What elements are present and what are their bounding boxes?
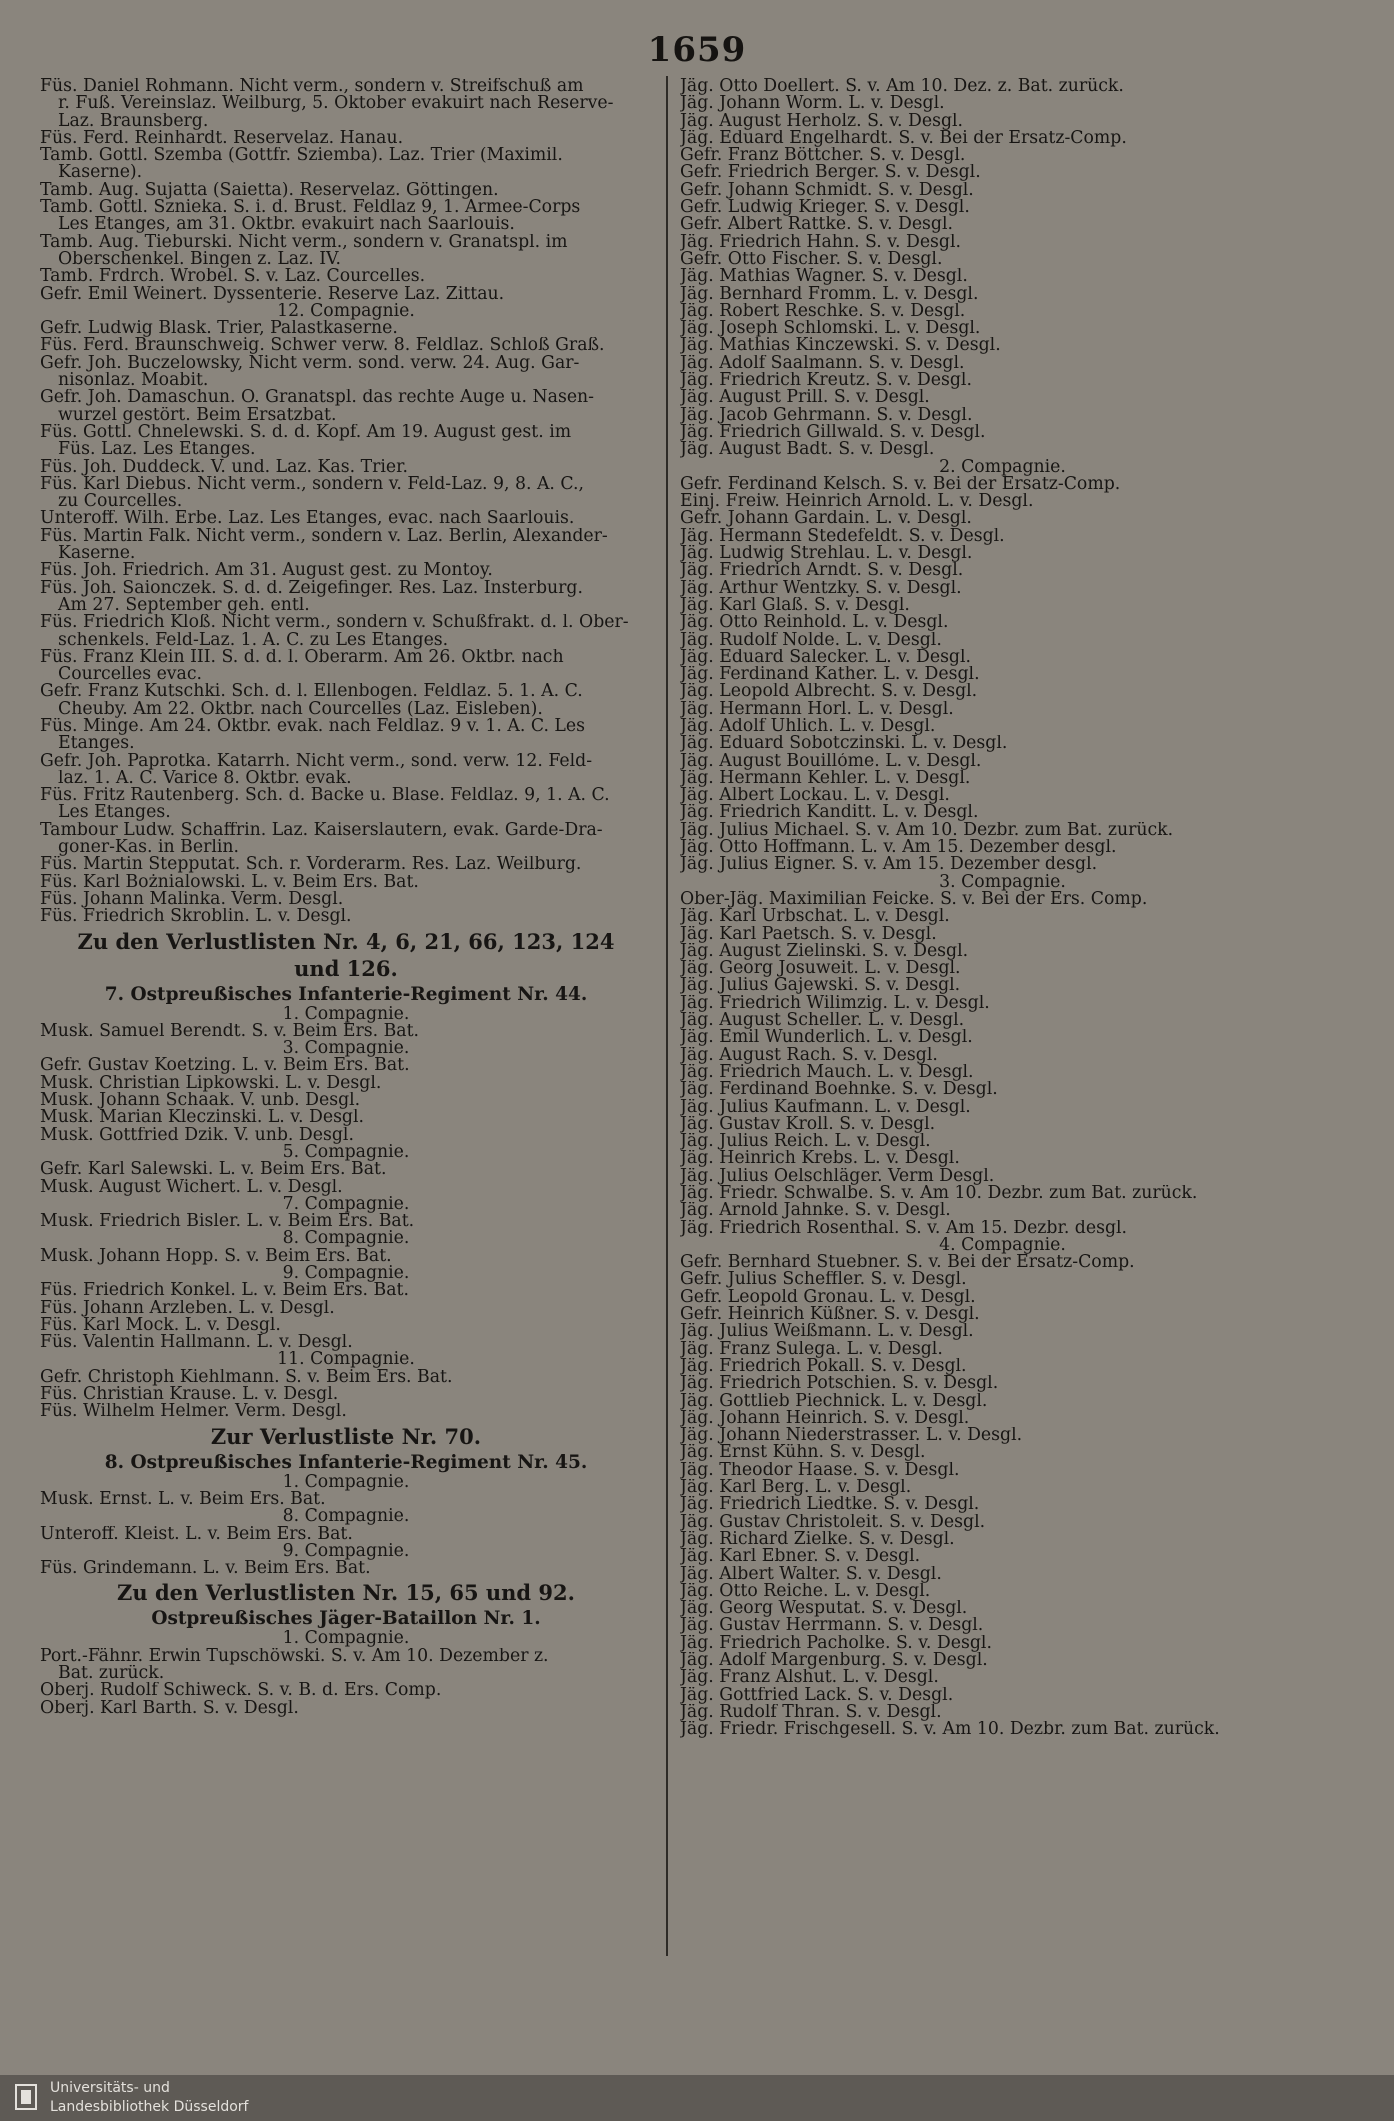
- company-heading: 2. Compagnie.: [939, 458, 1066, 476]
- casualty-entry: Füs. Johann Arzleben. L. v. Desgl.: [40, 1299, 335, 1317]
- casualty-entry: Füs. Minge. Am 24. Oktbr. evak. nach Feldlaz. 9 v. 1. A. C. Les: [40, 717, 585, 736]
- casualty-entry: Musk. Johann Hopp. S. v. Beim Ers. Bat.: [40, 1247, 392, 1265]
- company-heading: 4. Compagnie.: [939, 1236, 1066, 1255]
- company-heading: 5. Compagnie.: [282, 1143, 410, 1162]
- casualty-entry: Jäg. Friedrich Pacholke. S. v. Desgl.: [680, 1634, 992, 1653]
- casualty-entry: Füs. Gottl. Chnelewski. S. d. d. Kopf. Am 19. August gest. im: [40, 423, 572, 442]
- casualty-entry: Oberj. Rudolf Schiweck. S. v. B. d. Ers. Comp.: [40, 1682, 442, 1700]
- casualty-entry: Gefr. Karl Salewski. L. v. Beim Ers. Bat.: [40, 1161, 387, 1179]
- casualty-entry: Jäg. August Zielinski. S. v. Desgl.: [680, 942, 969, 961]
- regiment-heading: Ostpreußisches Jäger-Bataillon Nr. 1.: [151, 1608, 541, 1630]
- list-heading: Zu den Verlustlisten Nr. 15, 65 und 92.: [117, 1582, 575, 1605]
- company-heading: 7. Compagnie.: [282, 1195, 410, 1214]
- entry-continuation: zu Courcelles.: [58, 493, 183, 511]
- entry-continuation: Bat. zurück.: [58, 1665, 165, 1683]
- right-column: [680, 78, 1325, 1739]
- casualty-entry: Jäg. Robert Reschke. S. v. Desgl.: [680, 302, 966, 321]
- entry-continuation: Oberschenkel. Bingen z. Laz. IV.: [58, 250, 341, 269]
- casualty-entry: Jäg. Ferdinand Kather. L. v. Desgl.: [680, 666, 980, 684]
- casualty-entry: Jäg. Johann Niederstrasser. L. v. Desgl.: [680, 1427, 1023, 1445]
- entry-continuation: schenkels. Feld-Laz. 1. A. C. zu Les Etanges.: [58, 631, 449, 649]
- casualty-entry: Füs. Friedrich Konkel. L. v. Beim Ers. Bat.: [40, 1282, 409, 1300]
- casualty-entry: Jäg. Julius Gajewski. S. v. Desgl.: [680, 977, 961, 995]
- casualty-entry: Jäg. Gottfried Lack. S. v. Desgl.: [680, 1686, 954, 1704]
- casualty-entry: Gefr. Friedrich Berger. S. v. Desgl.: [680, 164, 981, 182]
- casualty-entry: Unteroff. Kleist. L. v. Beim Ers. Bat.: [40, 1525, 353, 1543]
- casualty-entry: Jäg. Julius Reich. L. v. Desgl.: [680, 1133, 931, 1151]
- casualty-entry: Jäg. Albert Lockau. L. v. Desgl.: [680, 787, 950, 805]
- casualty-entry: Jäg. Heinrich Krebs. L. v. Desgl.: [680, 1150, 960, 1168]
- casualty-entry: Oberj. Karl Barth. S. v. Desgl.: [40, 1699, 299, 1717]
- casualty-entry: Jäg. Friedr. Schwalbe. S. v. Am 10. Dezbr. zum Bat. zurück.: [680, 1185, 1198, 1203]
- casualty-entry: Jäg. Leopold Albrecht. S. v. Desgl.: [680, 683, 978, 701]
- library-footer: [0, 2075, 1394, 2121]
- casualty-entry: Gefr. Franz Kutschki. Sch. d. l. Ellenbogen. Feldlaz. 5. 1. A. C.: [40, 683, 583, 701]
- casualty-entry: Jäg. Theodor Haase. S. v. Desgl.: [680, 1461, 960, 1480]
- list-heading: Zu den Verlustlisten Nr. 4, 6, 21, 66, 123, 124: [77, 930, 615, 953]
- entry-continuation: laz. 1. A. C. Varice 8. Oktbr. evak.: [58, 769, 352, 788]
- entry-continuation: Kaserne.: [58, 545, 136, 563]
- casualty-entry: Gefr. Johann Schmidt. S. v. Desgl.: [680, 181, 974, 200]
- casualty-entry: Port.-Fähnr. Erwin Tupschöwski. S. v. Am 10. Dezember z.: [40, 1647, 549, 1666]
- casualty-entry: Musk. Samuel Berendt. S. v. Beim Ers. Bat.: [40, 1022, 420, 1041]
- casualty-entry: Jäg. Friedrich Hahn. S. v. Desgl.: [680, 233, 961, 251]
- casualty-entry: Musk. Gottfried Dzik. V. unb. Desgl.: [40, 1126, 354, 1144]
- casualty-entry: Jäg. Friedrich Liedtke. S. v. Desgl.: [680, 1496, 980, 1514]
- company-heading: 3. Compagnie.: [282, 1040, 410, 1058]
- casualty-entry: Füs. Ferd. Reinhardt. Reservelaz. Hanau.: [40, 129, 404, 148]
- casualty-entry: Jäg. Richard Zielke. S. v. Desgl.: [680, 1530, 955, 1549]
- casualty-entry: Tamb. Gottl. Szemba (Gottfr. Sziemba). Laz. Trier (Maximil.: [40, 147, 563, 165]
- casualty-entry: Jäg. Ernst Kühn. S. v. Desgl.: [680, 1444, 926, 1462]
- casualty-entry: Jäg. Johann Heinrich. S. v. Desgl.: [680, 1409, 970, 1428]
- company-heading: 3. Compagnie.: [939, 873, 1066, 891]
- casualty-entry: Jäg. Gottlieb Piechnick. L. v. Desgl.: [680, 1392, 988, 1410]
- casualty-entry: Jäg. Friedrich Kreutz. S. v. Desgl.: [680, 372, 972, 390]
- casualty-entry: Jäg. Friedrich Potschien. S. v. Desgl.: [680, 1375, 999, 1393]
- casualty-entry: Jäg. August Herholz. S. v. Desgl.: [680, 112, 964, 130]
- casualty-entry: Füs. Fritz Rautenberg. Sch. d. Backe u. Blase. Feldlaz. 9, 1. A. C.: [40, 787, 610, 805]
- casualty-entry: Füs. Wilhelm Helmer. Verm. Desgl.: [40, 1403, 347, 1421]
- casualty-entry: Füs. Daniel Rohmann. Nicht verm., sondern v. Streifschuß am: [40, 78, 584, 96]
- casualty-entry: Jäg. Hermann Stedefeldt. S. v. Desgl.: [680, 527, 1005, 546]
- casualty-entry: Jäg. Mathias Kinczewski. S. v. Desgl.: [680, 337, 1001, 355]
- entry-continuation: Cheuby. Am 22. Oktbr. nach Courcelles (Laz. Eisleben).: [58, 700, 543, 718]
- casualty-entry: Jäg. Gustav Christoleit. S. v. Desgl.: [680, 1513, 986, 1531]
- casualty-entry: Jäg. Hermann Kehler. L. v. Desgl.: [680, 769, 971, 788]
- regiment-heading: 8. Ostpreußisches Infanterie-Regiment Nr. 45.: [104, 1451, 588, 1473]
- casualty-entry: Jäg. Hermann Horl. L. v. Desgl.: [680, 700, 954, 718]
- casualty-entry: Jäg. Rudolf Nolde. L. v. Desgl.: [680, 631, 942, 649]
- entry-continuation: goner-Kas. in Berlin.: [58, 839, 240, 857]
- footer-line-2: Landesbibliothek Düsseldorf: [50, 2099, 249, 2115]
- entry-continuation: Etanges.: [58, 735, 135, 753]
- casualty-entry: Gefr. Johann Gardain. L. v. Desgl.: [680, 510, 972, 528]
- casualty-entry: Gefr. Albert Rattke. S. v. Desgl.: [680, 216, 953, 234]
- casualty-entry: Jäg. Johann Worm. L. v. Desgl.: [680, 95, 945, 113]
- casualty-entry: Jäg. Friedrich Mauch. L. v. Desgl.: [680, 1063, 974, 1082]
- casualty-entry: Füs. Karl Diebus. Nicht verm., sondern v. Feld-Laz. 9, 8. A. C.,: [40, 475, 585, 494]
- casualty-entry: Jäg. Julius Weißmann. L. v. Desgl.: [680, 1323, 974, 1341]
- company-heading: 12. Compagnie.: [277, 302, 415, 321]
- company-heading: 11. Compagnie.: [277, 1351, 415, 1369]
- casualty-entry: Jäg. Otto Hoffmann. L. v. Am 15. Dezember desgl.: [680, 839, 1117, 857]
- casualty-entry: Füs. Joh. Friedrich. Am 31. August gest. zu Montoy.: [40, 562, 493, 580]
- footer-line-1: Universitäts- und: [50, 2080, 170, 2096]
- casualty-entry: Füs. Friedrich Skroblin. L. v. Desgl.: [40, 908, 352, 926]
- casualty-entry: Gefr. Christoph Kiehlmann. S. v. Beim Ers. Bat.: [40, 1368, 453, 1387]
- casualty-entry: Musk. Christian Lipkowski. L. v. Desgl.: [40, 1074, 382, 1093]
- casualty-entry: Jäg. Karl Urbschat. L. v. Desgl.: [680, 908, 950, 926]
- casualty-entry: Jäg. Jacob Gehrmann. S. v. Desgl.: [680, 406, 973, 424]
- casualty-entry: Füs. Joh. Duddeck. V. und. Laz. Kas. Trier.: [40, 458, 408, 476]
- casualty-entry: Jäg. Karl Berg. L. v. Desgl.: [680, 1479, 912, 1497]
- casualty-entry: Jäg. Julius Oelschläger. Verm Desgl.: [680, 1167, 995, 1185]
- casualty-entry: Unteroff. Wilh. Erbe. Laz. Les Etanges, evac. nach Saarlouis.: [40, 510, 575, 528]
- casualty-entry: Gefr. Joh. Buczelowsky, Nicht verm. sond. verw. 24. Aug. Gar-: [40, 354, 580, 373]
- casualty-entry: Jäg. Albert Walter. S. v. Desgl.: [680, 1565, 942, 1583]
- casualty-entry: Füs. Joh. Saionczek. S. d. d. Zeigefinger. Res. Laz. Insterburg.: [40, 579, 583, 597]
- casualty-entry: Jäg. Georg Wesputat. S. v. Desgl.: [680, 1600, 968, 1618]
- casualty-entry: Musk. Marian Kleczinski. L. v. Desgl.: [40, 1109, 365, 1127]
- casualty-entry: Füs. Grindemann. L. v. Beim Ers. Bat.: [40, 1560, 371, 1578]
- casualty-entry: Jäg. Friedrich Arndt. S. v. Desgl.: [680, 562, 964, 580]
- entry-continuation: Am 27. September geh. entl.: [58, 596, 310, 615]
- casualty-entry: Jäg. Adolf Saalmann. S. v. Desgl.: [680, 354, 965, 373]
- casualty-entry: Gefr. Ludwig Krieger. S. v. Desgl.: [680, 199, 970, 217]
- casualty-entry: Jäg. Rudolf Thran. S. v. Desgl.: [680, 1703, 942, 1722]
- entry-continuation: Kaserne).: [58, 164, 143, 182]
- casualty-entry: Jäg. August Badt. S. v. Desgl.: [680, 441, 935, 459]
- casualty-entry: Gefr. Bernhard Stuebner. S. v. Bei der Ersatz-Comp.: [680, 1254, 1135, 1272]
- casualty-entry: Jäg. Friedrich Wilimzig. L. v. Desgl.: [680, 994, 990, 1013]
- casualty-entry: Jäg. Joseph Schlomski. L. v. Desgl.: [680, 320, 981, 338]
- company-heading: 1. Compagnie.: [282, 1473, 410, 1491]
- casualty-entry: Einj. Freiw. Heinrich Arnold. L. v. Desgl.: [680, 493, 1034, 511]
- casualty-entry: Jäg. August Rach. S. v. Desgl.: [680, 1046, 938, 1064]
- casualty-entry: Ober-Jäg. Maximilian Feicke. S. v. Bei der Ers. Comp.: [680, 890, 1148, 909]
- casualty-entry: Füs. Valentin Hallmann. L. v. Desgl.: [40, 1334, 353, 1352]
- regiment-heading: 7. Ostpreußisches Infanterie-Regiment Nr. 44.: [104, 983, 588, 1005]
- casualty-entry: Jäg. Karl Ebner. S. v. Desgl.: [680, 1548, 921, 1566]
- casualty-entry: Jäg. Friedrich Pokall. S. v. Desgl.: [680, 1357, 967, 1376]
- casualty-entry: Tamb. Aug. Tieburski. Nicht verm., sondern v. Granatspl. im: [40, 233, 568, 251]
- casualty-entry: Jäg. August Bouillóme. L. v. Desgl.: [680, 752, 982, 770]
- entry-continuation: Les Etanges.: [58, 804, 171, 822]
- casualty-entry: Jäg. Adolf Uhlich. L. v. Desgl.: [680, 717, 936, 736]
- casualty-entry: Jäg. Gustav Kroll. S. v. Desgl.: [680, 1115, 936, 1134]
- casualty-entry: Jäg. Otto Reiche. L. v. Desgl.: [680, 1582, 931, 1601]
- casualty-entry: Füs. Karl Bożnialowski. L. v. Beim Ers. Bat.: [40, 873, 419, 891]
- casualty-entry: Tamb. Gottl. Sznieka. S. i. d. Brust. Feldlaz 9, 1. Armee-Corps: [40, 199, 581, 217]
- casualty-entry: Jäg. Adolf Margenburg. S. v. Desgl.: [680, 1652, 988, 1670]
- casualty-entry: Jäg. Eduard Salecker. L. v. Desgl.: [680, 648, 972, 667]
- entry-continuation: Laz. Braunsberg.: [58, 112, 209, 130]
- company-heading: 1. Compagnie.: [282, 1005, 410, 1023]
- casualty-entry: Füs. Martin Falk. Nicht verm., sondern v. Laz. Berlin, Alexander-: [40, 527, 608, 546]
- casualty-entry: Gefr. Ferdinand Kelsch. S. v. Bei der Ersatz-Comp.: [680, 475, 1121, 494]
- casualty-entry: Jäg. Franz Alshut. L. v. Desgl.: [680, 1669, 939, 1687]
- casualty-entry: Gefr. Joh. Damaschun. O. Granatspl. das rechte Auge u. Nasen-: [40, 389, 595, 407]
- casualty-entry: Gefr. Ludwig Blask. Trier, Palastkaserne.: [40, 320, 398, 338]
- casualty-entry: Gefr. Heinrich Küßner. S. v. Desgl.: [680, 1306, 980, 1324]
- casualty-entry: Gefr. Gustav Koetzing. L. v. Beim Ers. Bat.: [40, 1057, 410, 1075]
- casualty-entry: Füs. Christian Krause. L. v. Desgl.: [40, 1386, 339, 1404]
- casualty-entry: Füs. Johann Malinka. Verm. Desgl.: [40, 890, 344, 909]
- casualty-entry: Füs. Friedrich Kloß. Nicht verm., sondern v. Schußfrakt. d. l. Ober-: [40, 614, 629, 632]
- casualty-entry: Gefr. Joh. Paprotka. Katarrh. Nicht verm., sond. verw. 12. Feld-: [40, 752, 593, 770]
- company-heading: 1. Compagnie.: [282, 1630, 410, 1648]
- entry-continuation: Les Etanges, am 31. Oktbr. evakuirt nach Saarlouis.: [58, 216, 515, 234]
- casualty-entry: Musk. August Wichert. L. v. Desgl.: [40, 1178, 343, 1196]
- casualty-entry: Gefr. Emil Weinert. Dyssenterie. Reserve Laz. Zittau.: [40, 285, 505, 303]
- casualty-entry: Jäg. Julius Michael. S. v. Am 10. Dezbr. zum Bat. zurück.: [680, 821, 1174, 840]
- company-heading: 8. Compagnie.: [282, 1508, 410, 1526]
- casualty-entry: Jäg. August Prill. S. v. Desgl.: [680, 389, 930, 407]
- casualty-entry: Jäg. Karl Glaß. S. v. Desgl.: [680, 596, 910, 615]
- casualty-entry: Gefr. Julius Scheffler. S. v. Desgl.: [680, 1271, 967, 1289]
- casualty-entry: Füs. Franz Klein III. S. d. d. l. Oberarm. Am 26. Oktbr. nach: [40, 648, 564, 667]
- casualty-entry: Musk. Ernst. L. v. Beim Ers. Bat.: [40, 1490, 326, 1509]
- casualty-entry: Jäg. Franz Sulega. L. v. Desgl.: [680, 1340, 943, 1358]
- entry-continuation: Füs. Laz. Les Etanges.: [58, 441, 256, 459]
- casualty-entry: Gefr. Leopold Gronau. L. v. Desgl.: [680, 1288, 976, 1307]
- entry-continuation: wurzel gestört. Beim Ersatzbat.: [58, 406, 337, 424]
- list-heading: Zur Verlustliste Nr. 70.: [210, 1425, 482, 1448]
- casualty-entry: Jäg. Eduard Sobotczinski. L. v. Desgl.: [680, 735, 1008, 753]
- casualty-entry: Jäg. Otto Reinhold. L. v. Desgl.: [680, 614, 949, 632]
- casualty-entry: Jäg. Friedrich Kanditt. L. v. Desgl.: [680, 804, 979, 822]
- casualty-entry: Füs. Ferd. Braunschweig. Schwer verw. 8. Feldlaz. Schloß Graß.: [40, 337, 605, 355]
- page-number: 1659: [647, 30, 747, 70]
- casualty-entry: Jäg. Friedr. Frischgesell. S. v. Am 10. Dezbr. zum Bat. zurück.: [680, 1721, 1220, 1739]
- casualty-entry: Jäg. Gustav Herrmann. S. v. Desgl.: [680, 1617, 984, 1635]
- casualty-entry: Jäg. Otto Doellert. S. v. Am 10. Dez. z. Bat. zurück.: [680, 78, 1124, 96]
- entry-continuation: nisonlaz. Moabit.: [58, 372, 209, 390]
- casualty-entry: Jäg. Friedrich Gillwald. S. v. Desgl.: [680, 423, 986, 442]
- casualty-entry: Gefr. Franz Böttcher. S. v. Desgl.: [680, 147, 966, 165]
- casualty-entry: Füs. Karl Mock. L. v. Desgl.: [40, 1316, 281, 1335]
- casualty-entry: Jäg. Mathias Wagner. S. v. Desgl.: [680, 268, 968, 286]
- casualty-entry: Gefr. Otto Fischer. S. v. Desgl.: [680, 250, 943, 269]
- list-heading: und 126.: [294, 957, 398, 980]
- column-divider: [666, 76, 668, 1956]
- casualty-entry: Jäg. August Scheller. L. v. Desgl.: [680, 1012, 965, 1030]
- casualty-entry: Jäg. Eduard Engelhardt. S. v. Bei der Ersatz-Comp.: [680, 129, 1127, 148]
- casualty-entry: Musk. Friedrich Bisler. L. v. Beim Ers. Bat.: [40, 1213, 415, 1231]
- casualty-entry: Jäg. Arnold Jahnke. S. v. Desgl.: [680, 1202, 951, 1220]
- casualty-entry: Jäg. Friedrich Rosenthal. S. v. Am 15. Dezbr. desgl.: [680, 1219, 1128, 1237]
- entry-continuation: r. Fuß. Vereinslaz. Weilburg, 5. Oktober evakuirt nach Reserve-: [58, 95, 614, 113]
- casualty-entry: Musk. Johann Schaak. V. unb. Desgl.: [40, 1092, 361, 1110]
- casualty-entry: Jäg. Arthur Wentzky. S. v. Desgl.: [680, 579, 962, 597]
- casualty-entry: Jäg. Emil Wunderlich. L. v. Desgl.: [680, 1029, 973, 1047]
- casualty-entry: Jäg. Ferdinand Boehnke. S. v. Desgl.: [680, 1081, 998, 1099]
- casualty-entry: Jäg. Ludwig Strehlau. L. v. Desgl.: [680, 545, 973, 563]
- casualty-entry: Jäg. Julius Eigner. S. v. Am 15. Dezember desgl.: [680, 856, 1098, 874]
- casualty-entry: Jäg. Julius Kaufmann. L. v. Desgl.: [680, 1098, 971, 1116]
- library-logo-icon: [14, 2083, 38, 2111]
- left-column: [40, 78, 652, 1717]
- casualty-entry: Jäg. Karl Paetsch. S. v. Desgl.: [680, 925, 937, 943]
- casualty-entry: Tamb. Frdrch. Wrobel. S. v. Laz. Courcelles.: [40, 268, 426, 286]
- company-heading: 9. Compagnie.: [282, 1265, 410, 1283]
- casualty-entry: Jäg. Bernhard Fromm. L. v. Desgl.: [680, 285, 979, 303]
- casualty-entry: Tamb. Aug. Sujatta (Saietta). Reservelaz. Göttingen.: [40, 181, 499, 200]
- entry-continuation: Courcelles evac.: [58, 666, 203, 684]
- casualty-entry: Tambour Ludw. Schaffrin. Laz. Kaiserslautern, evak. Garde-Dra-: [40, 821, 603, 840]
- casualty-entry: Jäg. Georg Josuweit. L. v. Desgl.: [680, 960, 961, 978]
- company-heading: 9. Compagnie.: [282, 1542, 410, 1561]
- casualty-entry: Füs. Martin Stepputat. Sch. r. Vorderarm. Res. Laz. Weilburg.: [40, 856, 582, 874]
- company-heading: 8. Compagnie.: [282, 1230, 410, 1248]
